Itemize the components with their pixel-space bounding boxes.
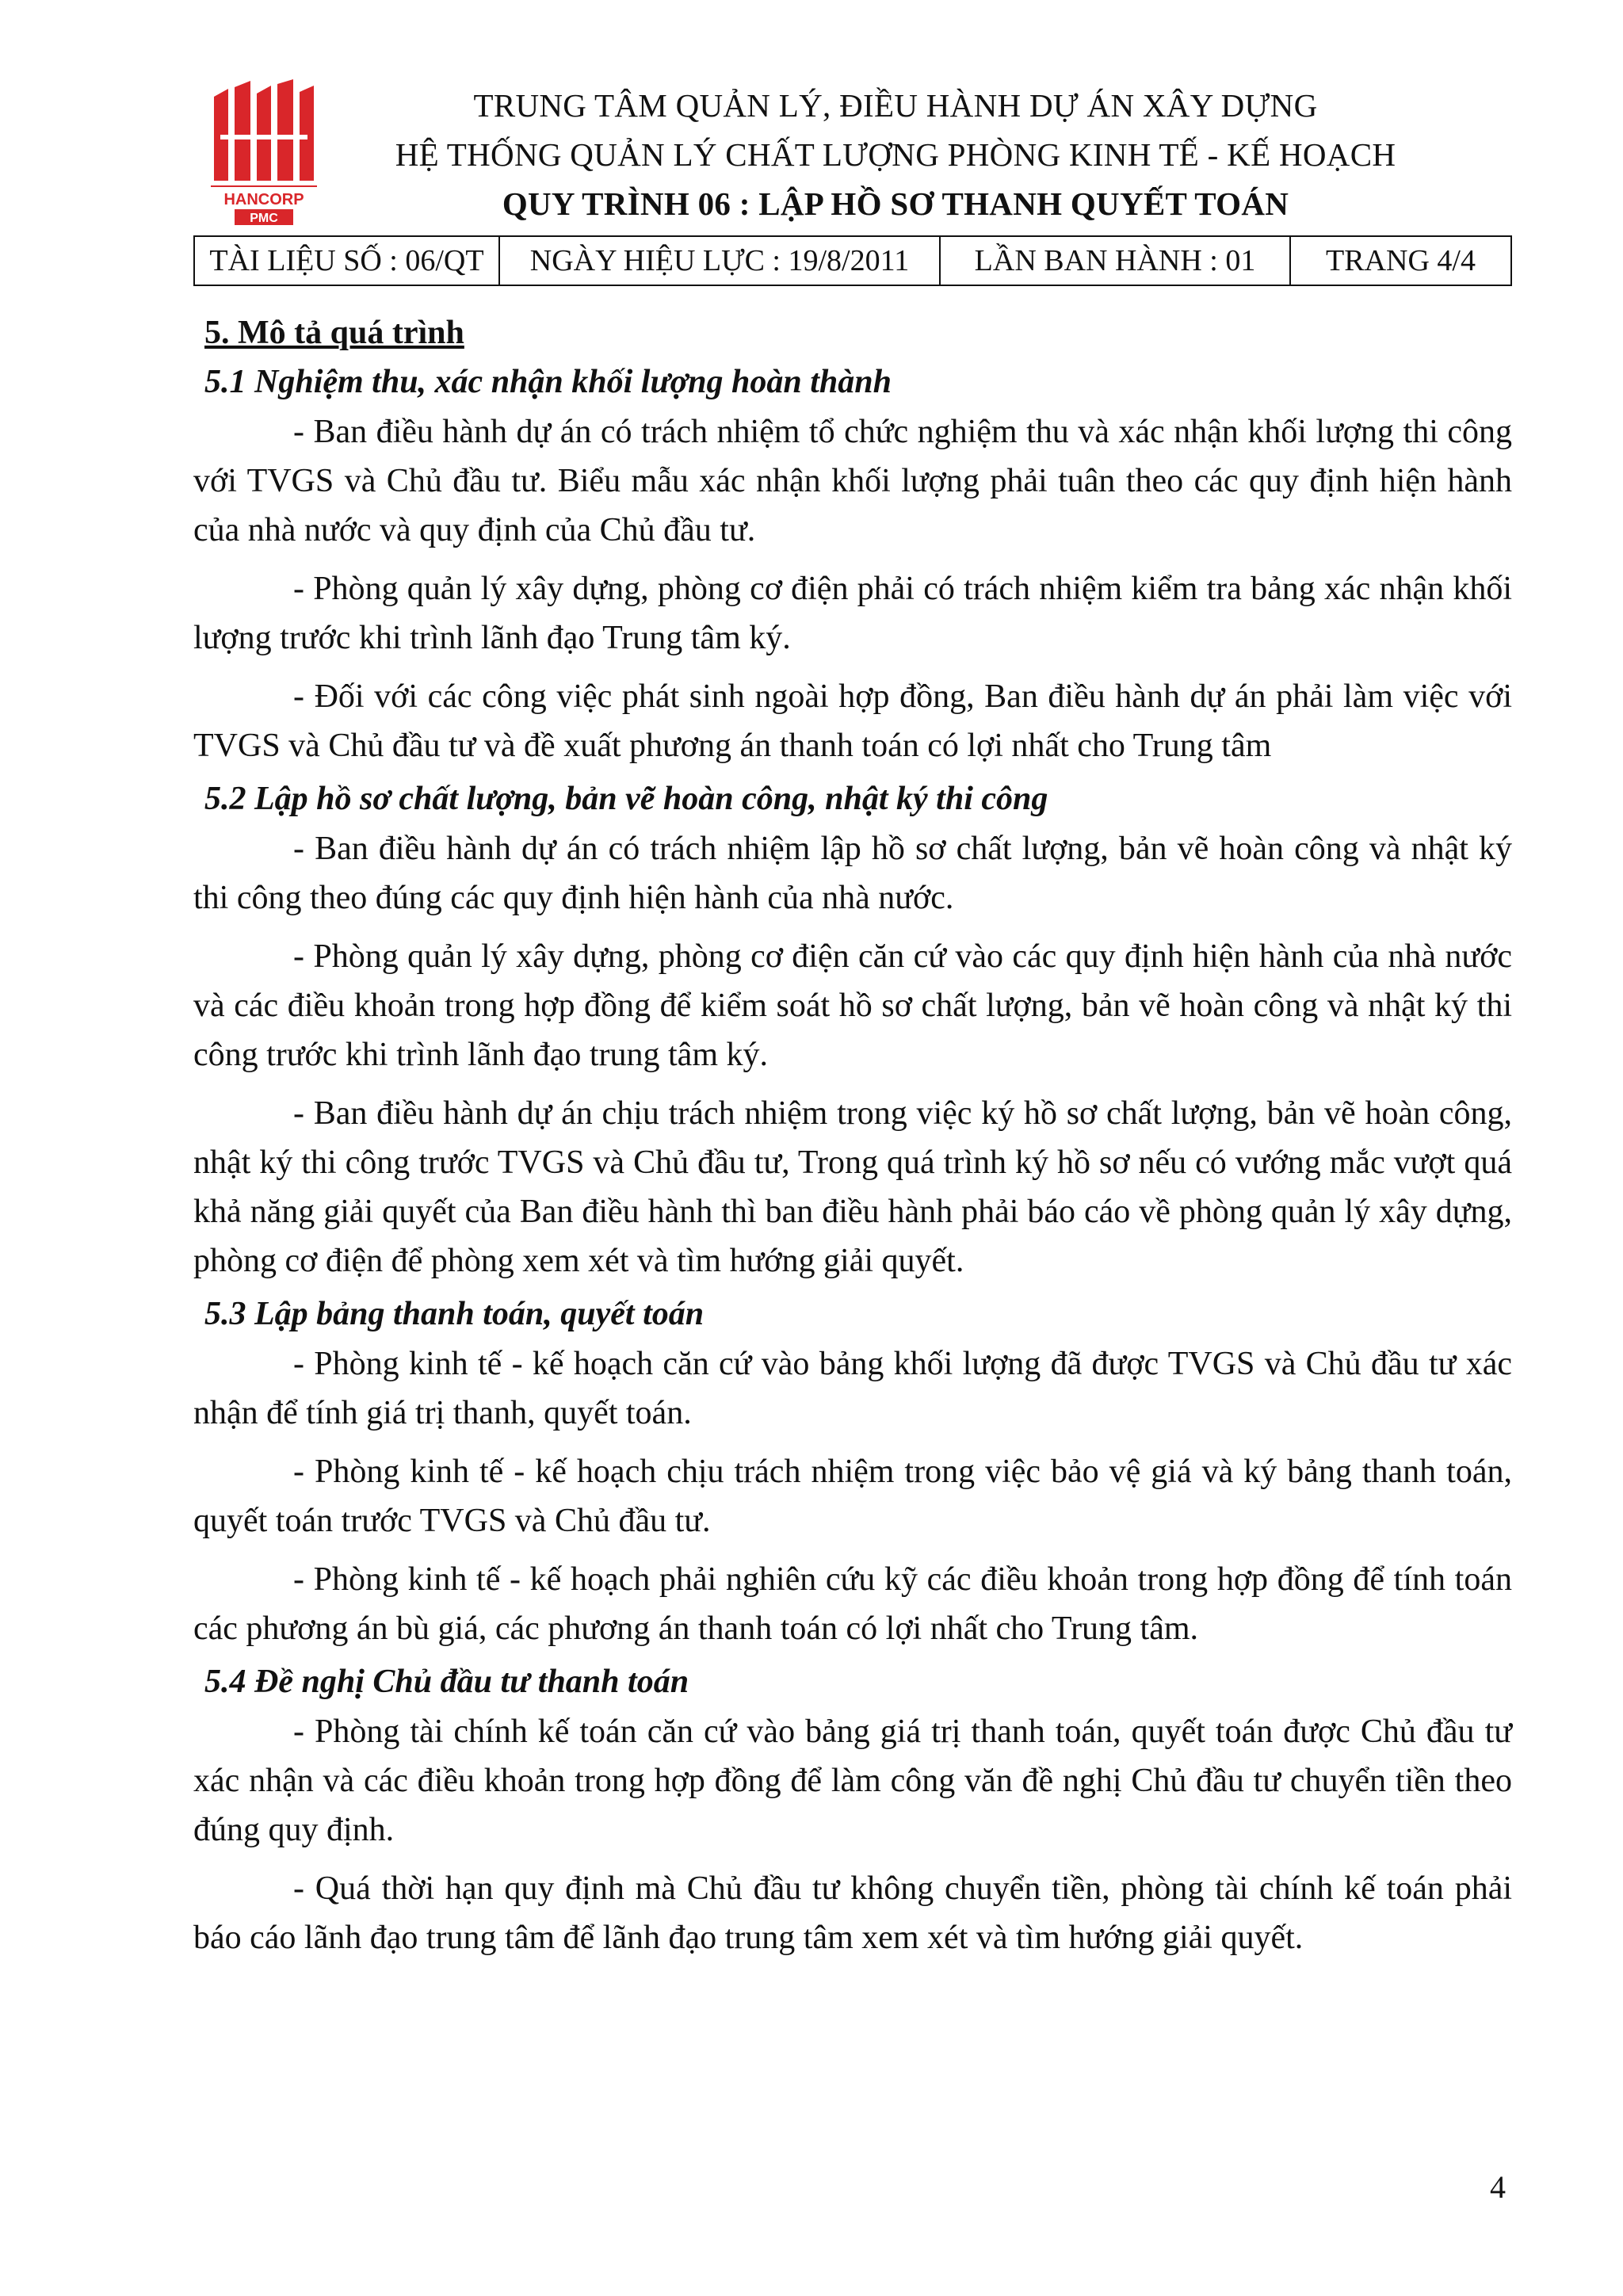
subsection-5-4-title: 5.4 Đề nghị Chủ đầu tư thanh toán (204, 1664, 689, 1700)
paragraph: - Ban điều hành dự án có trách nhiệm tổ chức nghiệm thu và xác nhận khối lượng thi công với TVGS và Chủ đầu tư. Biểu mẫu xác nhận khối lượng phải tuân theo các quy định hiện hành của nhà nước và quy định của Chủ đầu tư. (193, 414, 1512, 548)
page-info-cell: TRANG 4/4 (1290, 236, 1511, 285)
doc-number-cell: TÀI LIỆU SỐ : 06/QT (194, 236, 499, 285)
header-system: HỆ THỐNG QUẢN LÝ CHẤT LƯỢNG PHÒNG KINH TẾ - KẾ HOẠCH (395, 136, 1396, 173)
effective-date-cell: NGÀY HIỆU LỰC : 19/8/2011 (499, 236, 940, 285)
paragraph: - Phòng quản lý xây dựng, phòng cơ điện phải có trách nhiệm kiểm tra bảng xác nhận khối lượng trước khi trình lãnh đạo Trung tâm ký. (193, 571, 1512, 656)
document-info-table (193, 235, 1512, 286)
info-row (194, 236, 1511, 285)
subsection-5-2-title: 5.2 Lập hồ sơ chất lượng, bản vẽ hoàn công, nhật ký thi công (204, 781, 1048, 817)
paragraph: - Đối với các công việc phát sinh ngoài hợp đồng, Ban điều hành dự án phải làm việc với TVGS và Chủ đầu tư và đề xuất phương án thanh toán có lợi nhất cho Trung tâm (193, 678, 1512, 764)
paragraph: - Phòng tài chính kế toán căn cứ vào bảng giá trị thanh toán, quyết toán được Chủ đầu tư xác nhận và các điều khoản trong hợp đồng để làm công văn đề nghị Chủ đầu tư chuyển tiền theo đúng quy định. (193, 1713, 1512, 1848)
paragraph: - Ban điều hành dự án có trách nhiệm lập hồ sơ chất lượng, bản vẽ hoàn công và nhật ký thi công theo đúng các quy định hiện hành của nhà nước. (193, 831, 1512, 916)
paragraph: - Ban điều hành dự án chịu trách nhiệm trong việc ký hồ sơ chất lượng, bản vẽ hoàn công, nhật ký thi công trước TVGS và Chủ đầu tư, Trong quá trình ký hồ sơ nếu có vướng mắc vượt quá khả năng giải quyết của Ban điều hành thì ban điều hành phải báo cáo về phòng quản lý xây dựng, phòng cơ điện để phòng xem xét và tìm hướng giải quyết. (193, 1095, 1512, 1279)
logo-brand-text: HANCORP (223, 191, 304, 208)
page-number: 4 (1490, 2169, 1506, 2205)
document-header (341, 81, 1450, 228)
logo-sub-text: PMC (250, 212, 278, 225)
hancorp-logo-icon (204, 79, 323, 227)
paragraph: - Quá thời hạn quy định mà Chủ đầu tư không chuyển tiền, phòng tài chính kế toán phải báo cáo lãnh đạo trung tâm để lãnh đạo trung tâm xem xét và tìm hướng giải quyết. (193, 1870, 1512, 1956)
paragraph: - Phòng kinh tế - kế hoạch căn cứ vào bảng khối lượng đã được TVGS và Chủ đầu tư xác nhận để tính giá trị thanh, quyết toán. (193, 1346, 1512, 1431)
paragraph: - Phòng kinh tế - kế hoạch phải nghiên cứu kỹ các điều khoản trong hợp đồng để tính toán các phương án bù giá, các phương án thanh toán có lợi nhất cho Trung tâm. (193, 1561, 1512, 1647)
paragraph: - Phòng quản lý xây dựng, phòng cơ điện căn cứ vào các quy định hiện hành của nhà nước và các điều khoản trong hợp đồng để kiểm soát hồ sơ chất lượng, bản vẽ hoàn công và nhật ký thi công trước khi trình lãnh đạo trung tâm ký. (193, 938, 1512, 1073)
issue-number-cell: LẦN BAN HÀNH : 01 (940, 236, 1290, 285)
subsection-5-1-title: 5.1 Nghiệm thu, xác nhận khối lượng hoàn thành (204, 364, 892, 400)
paragraph: - Phòng kinh tế - kế hoạch chịu trách nhiệm trong việc bảo vệ giá và ký bảng thanh toán, quyết toán trước TVGS và Chủ đầu tư. (193, 1454, 1512, 1539)
header-procedure-title: QUY TRÌNH 06 : LẬP HỒ SƠ THANH QUYẾT TOÁN (502, 185, 1289, 222)
subsection-5-3-title: 5.3 Lập bảng thanh toán, quyết toán (204, 1296, 705, 1332)
document-body (193, 308, 1512, 1972)
header-organization: TRUNG TÂM QUẢN LÝ, ĐIỀU HÀNH DỰ ÁN XÂY DỰNG (473, 87, 1318, 124)
section-title: 5. Mô tả quá trình (204, 315, 464, 351)
